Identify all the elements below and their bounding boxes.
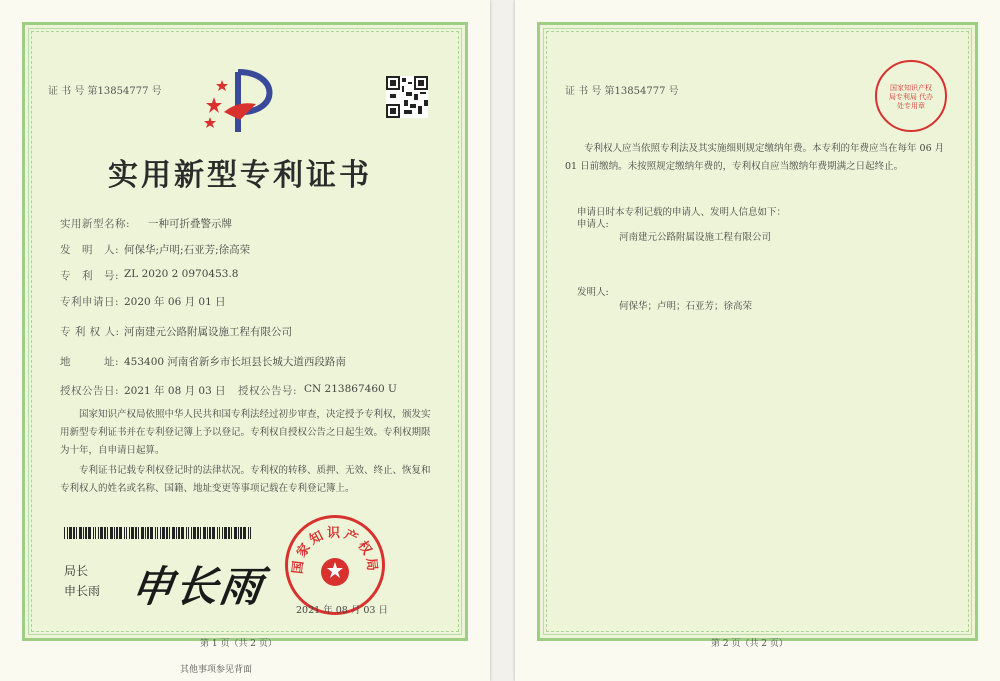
field-label-inventors: 发 明 人: <box>60 244 120 256</box>
seal-date: 2021 年 08 月 03 日 <box>296 605 388 616</box>
certificate-front-page <box>0 0 490 681</box>
field-label-name: 实用新型名称: <box>60 218 131 230</box>
qr-code-icon <box>386 76 428 118</box>
certificate-number: 证 书 号 第13854777 号 <box>48 86 162 97</box>
field-label-patent-no: 专 利 号: <box>60 270 120 282</box>
field-value-patent-no: ZL 2020 2 0970453.8 <box>124 268 239 280</box>
field-label-address: 地 址: <box>60 356 120 368</box>
red-seal-icon <box>285 515 385 615</box>
legal-status-paragraph: 专利证书记载专利权登记时的法律状况。专利权的转移、质押、无效、终止、恢复和专利权人的姓名或名称、国籍、地址变更等事项记载在专利登记簿上。 <box>60 465 431 494</box>
director-title: 局长 <box>64 564 89 578</box>
certificate-title: 实用新型专利证书 <box>108 158 372 193</box>
footer-note: 其他事项参见背面 <box>180 665 253 675</box>
field-value-address: 453400 河南省新乡市长垣县长城大道西段路南 <box>124 356 346 368</box>
page-number: 第 1 页（共 2 页） <box>200 639 277 649</box>
info-heading: 申请日时本专利记载的申请人、发明人信息如下： <box>577 207 787 218</box>
certificate-number: 证 书 号 第13854777 号 <box>565 86 679 97</box>
director-signature: 申长雨 <box>128 562 268 611</box>
field-value-inventors: 何保华;卢明;石亚芳;徐高荣 <box>124 244 251 256</box>
director-name: 申长雨 <box>64 584 101 598</box>
field-value-pub-no: CN 213867460 U <box>304 383 397 395</box>
inventor-label: 发明人: <box>577 287 609 298</box>
page-number: 第 2 页（共 2 页） <box>711 639 788 649</box>
field-value-name: 一种可折叠警示牌 <box>148 218 232 230</box>
grant-paragraph: 国家知识产权局依照中华人民共和国专利法经过初步审查，决定授予专利权，颁发实用新型专利证书并在专利登记簿上予以登记。专利权自授权公告之日起生效。专利权期限为十年，自申请日起算。 <box>60 409 431 456</box>
field-value-pub-date: 2021 年 08 月 03 日 <box>124 385 226 397</box>
seal-text: 国家知识产权局 <box>290 526 380 575</box>
barcode-icon <box>64 527 254 539</box>
certificate-back-page <box>515 0 1000 681</box>
stamp-text: 国家知识产权局专利局 代办处专用章 <box>888 84 934 110</box>
field-value-patentee: 河南建元公路附属设施工程有限公司 <box>124 326 292 338</box>
cnipa-logo-icon <box>200 62 280 137</box>
field-value-filing-date: 2020 年 06 月 01 日 <box>124 296 226 308</box>
inventor-value: 何保华；卢明；石亚芳；徐高荣 <box>619 301 753 312</box>
field-label-pub-no: 授权公告号: <box>238 385 298 397</box>
agency-stamp-icon <box>875 60 947 132</box>
field-label-patentee: 专 利 权 人: <box>60 326 120 338</box>
applicant-value: 河南建元公路附属设施工程有限公司 <box>619 232 772 243</box>
applicant-label: 申请人: <box>577 219 609 230</box>
field-label-filing-date: 专利申请日: <box>60 296 120 308</box>
annuity-paragraph: 专利权人应当依照专利法及其实施细则规定缴纳年费。本专利的年费应当在每年 06 月 01 日前缴纳。未按照规定缴纳年费的，专利权自应当缴纳年费期满之日起终止。 <box>565 143 945 172</box>
field-label-pub-date: 授权公告日: <box>60 385 120 397</box>
